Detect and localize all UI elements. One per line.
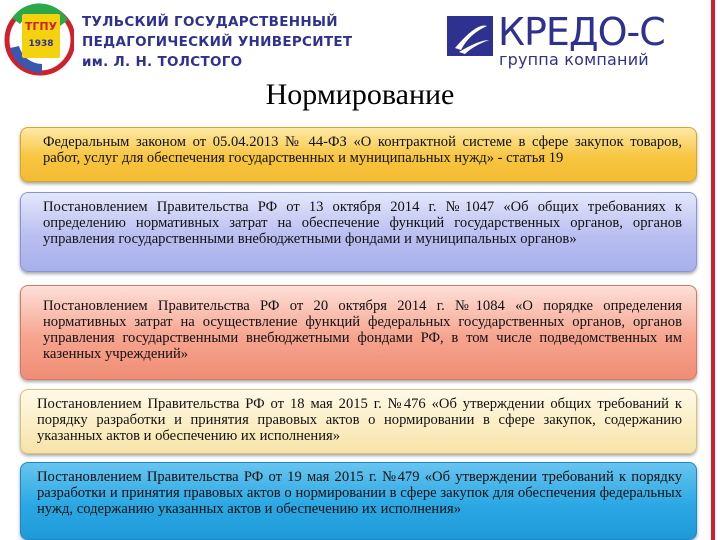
university-line-3: им. Л. Н. ТОЛСТОГО bbox=[82, 54, 243, 70]
logo-text: ТГПУ bbox=[24, 20, 58, 33]
regulation-box-5: Постановлением Правительства РФ от 19 мая 2015 г. №479 «Об утверждении требований к порядку разработки и принятия правовых актов о нормировании в сфере закупок для обеспечения федеральных нужд, содержанию указанных актов и обеспечению их исполнения» bbox=[20, 462, 697, 540]
logo-year: 1938 bbox=[28, 39, 54, 49]
regulation-box-3: Постановлением Правительства РФ от 20 октября 2014 г. №1084 «О порядке определения нормативных затрат на осуществление функций федеральных государственных органов, органов управления государственными внебюджетными фондами РФ, в том числе подведомственных им казенных учреждений» bbox=[20, 285, 697, 380]
partner-subtitle: группа компаний bbox=[499, 50, 649, 69]
regulation-box-4: Постановлением Правительства РФ от 18 мая 2015 г. №476 «Об утверждении общих требований к порядку разработки и принятия правовых актов о нормировании в сфере закупок, содержанию указанных актов и обеспечению их исполнения» bbox=[20, 389, 697, 454]
regulation-box-2: Постановлением Правительства РФ от 13 октября 2014 г. №1047 «Об общих требованиях к определению нормативных затрат на обеспечение функций государственных органов, органов управления государственными внебюджетными фондами и муниципальных органов» bbox=[20, 192, 697, 272]
university-line-2: ПЕДАГОГИЧЕСКИЙ УНИВЕРСИТЕТ bbox=[82, 34, 353, 50]
university-name bbox=[82, 12, 352, 72]
regulation-box-1: Федеральным законом от 05.04.2013 № 44-ФЗ «О контрактной системе в сфере закупок товаров, работ, услуг для обеспечения государственных и муниципальных нужд» - статья 19 bbox=[20, 127, 697, 182]
university-logo bbox=[2, 0, 74, 86]
page-title: Нормирование bbox=[265, 78, 455, 111]
university-line-1: ТУЛЬСКИЙ ГОСУДАРСТВЕННЫЙ bbox=[82, 14, 338, 30]
partner-logo-text: КРЕДО-С bbox=[498, 10, 665, 54]
